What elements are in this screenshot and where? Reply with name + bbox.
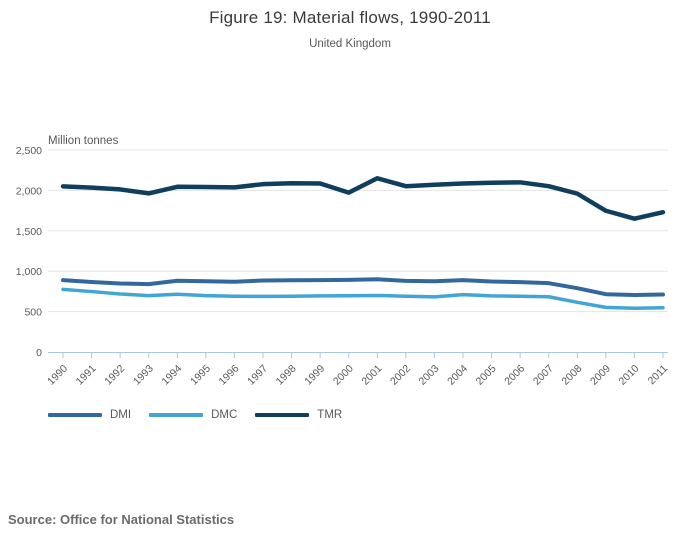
x-tick-label: 2003	[416, 362, 442, 388]
x-tick-label: 2007	[530, 362, 556, 388]
legend-label-tmr: TMR	[317, 409, 343, 421]
legend-item-tmr[interactable]	[255, 409, 342, 421]
x-tick-label: 1997	[245, 362, 271, 388]
legend-label-dmi: DMI	[110, 409, 132, 421]
legend-item-dmi[interactable]	[48, 409, 131, 421]
series-line-tmr	[63, 178, 663, 218]
y-tick-label: 2,000	[15, 185, 42, 198]
x-tick-label: 2000	[330, 362, 356, 388]
chart-subtitle: United Kingdom	[309, 38, 391, 50]
x-tick-label: 2004	[445, 362, 471, 388]
y-tick-label: 0	[36, 347, 42, 359]
legend-swatch-dmi	[48, 413, 102, 417]
y-tick-label: 500	[24, 306, 42, 319]
x-tick-label: 1998	[273, 362, 299, 388]
x-tick-label: 2008	[559, 362, 585, 388]
x-tick-label: 2005	[473, 362, 499, 388]
x-tick-label: 2011	[645, 362, 671, 388]
legend-label-dmc: DMC	[211, 409, 238, 421]
y-tick-label: 1,500	[15, 225, 42, 238]
x-tick-label: 2006	[502, 362, 528, 388]
x-tick-label: 2002	[387, 362, 413, 388]
x-tick-label: 1994	[159, 362, 185, 388]
x-tick-label: 1995	[187, 362, 213, 388]
x-tick-label: 1991	[73, 362, 99, 388]
chart-title: Figure 19: Material flows, 1990-2011	[209, 8, 491, 27]
chart-legend	[48, 409, 342, 421]
x-tick-label: 1993	[130, 362, 156, 388]
y-tick-label: 1,000	[15, 266, 42, 279]
y-tick-label: 2,500	[15, 145, 42, 157]
x-tick-label: 1999	[302, 362, 328, 388]
x-tick-label: 2010	[616, 362, 642, 388]
x-tick-label: 2009	[587, 362, 613, 388]
legend-swatch-dmc	[149, 413, 203, 417]
x-tick-label: 1996	[216, 362, 242, 388]
legend-item-dmc[interactable]	[149, 409, 237, 421]
x-tick-label: 1990	[45, 362, 71, 388]
legend-swatch-tmr	[255, 413, 309, 417]
source-text: Source: Office for National Statistics	[8, 512, 235, 527]
x-tick-label: 1992	[102, 362, 128, 388]
y-axis-title: Million tonnes	[48, 135, 119, 147]
series-line-dmi	[63, 279, 663, 295]
series-line-dmc	[63, 289, 663, 308]
x-tick-label: 2001	[359, 362, 385, 388]
